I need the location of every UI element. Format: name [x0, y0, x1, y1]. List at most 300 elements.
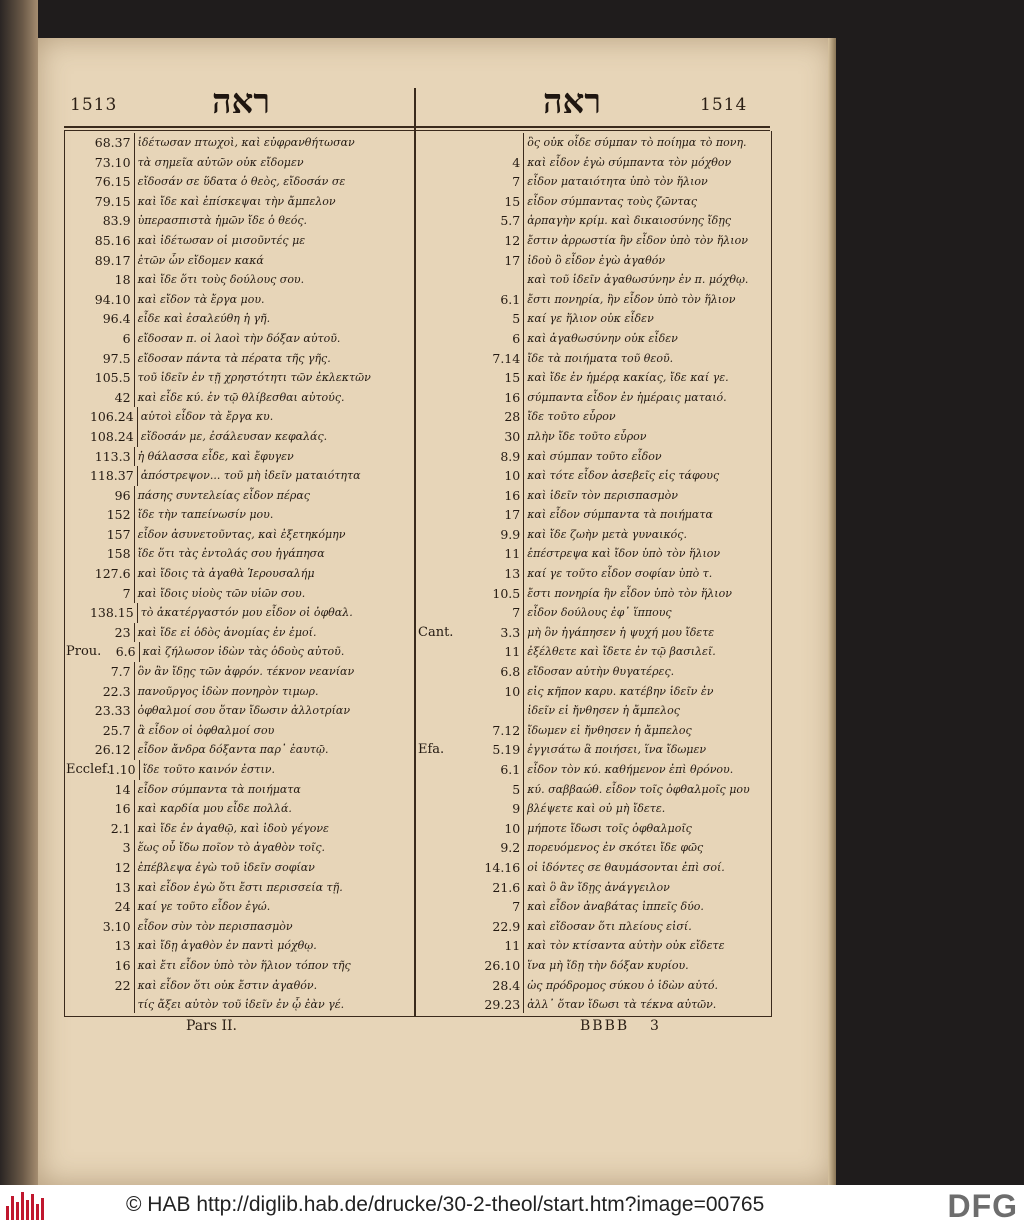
- greek-quotation: ἔστιν ἀρρωστία ἣν εἶδον ὑπὸ τὸν ἥλιον: [523, 231, 768, 251]
- verse-reference: 13: [114, 879, 131, 895]
- book-abbreviation: [66, 623, 90, 643]
- hab-logo-icon: [6, 1190, 58, 1220]
- greek-quotation: βλέψετε καὶ οὐ μὴ ἴδετε.: [523, 799, 768, 819]
- greek-quotation: ἐπέστρεψα καὶ ἴδον ὑπὸ τὸν ἥλιον: [523, 544, 768, 564]
- index-entry: [66, 525, 412, 545]
- book-abbreviation: [66, 368, 90, 388]
- book-abbreviation: [418, 349, 477, 369]
- greek-quotation: ἰδέτωσαν πτωχοὶ, καὶ εὐφρανθήτωσαν: [134, 133, 412, 153]
- greek-quotation: τὰ σημεῖα αὐτῶν οὐκ εἴδομεν: [134, 153, 412, 173]
- book-abbreviation: [66, 407, 90, 427]
- index-entry: [66, 407, 412, 427]
- book-abbreviation: [66, 290, 90, 310]
- greek-quotation: ἴδε τὰ ποιήματα τοῦ θεοῦ.: [523, 349, 768, 369]
- column-divider: [414, 88, 416, 1016]
- book-abbreviation: [418, 427, 477, 447]
- verse-reference: 5: [512, 311, 521, 327]
- index-entry: [418, 368, 768, 388]
- verse-reference: 127.6: [94, 566, 131, 582]
- book-abbreviation: [418, 564, 477, 584]
- verse-reference: 97.5: [102, 350, 131, 366]
- verse-reference: 6.6: [115, 644, 136, 660]
- index-entry: [66, 780, 412, 800]
- index-entry: [418, 211, 768, 231]
- index-entry: [66, 388, 412, 408]
- verse-reference: 28.4: [492, 977, 521, 993]
- greek-quotation: εἶδον σύμπαντα τὰ ποιήματα: [134, 780, 412, 800]
- verse-reference: 14: [114, 781, 131, 797]
- index-entry: [66, 564, 412, 584]
- book-abbreviation: [66, 799, 90, 819]
- verse-reference: 7: [512, 174, 521, 190]
- book-abbreviation: [66, 956, 90, 976]
- greek-quotation: ἡ θάλασσα εἶδε, καὶ ἔφυγεν: [134, 447, 412, 467]
- greek-quotation: καὶ ἴδε ἐν ἡμέρᾳ κακίας, ἴδε καί γε.: [523, 368, 768, 388]
- greek-quotation: καὶ ἴδῃ ἀγαθὸν ἐν παντὶ μόχθῳ.: [134, 936, 412, 956]
- index-entry: [66, 760, 412, 780]
- verse-reference: 10: [504, 468, 521, 484]
- verse-reference: 16: [504, 487, 521, 503]
- index-entry: [418, 192, 768, 212]
- verse-reference: 30: [504, 428, 521, 444]
- verse-reference: 7: [512, 899, 521, 915]
- book-abbreviation: [418, 838, 477, 858]
- verse-reference: 4: [512, 154, 521, 170]
- verse-reference: 85.16: [94, 232, 131, 248]
- verse-reference: [477, 701, 523, 721]
- verse-reference: 11: [504, 644, 521, 660]
- verse-reference: 6: [512, 330, 521, 346]
- verse-reference: 23: [114, 624, 131, 640]
- book-abbreviation: Ecclef.: [66, 762, 111, 777]
- book-abbreviation: [66, 721, 90, 741]
- book-abbreviation: [66, 878, 90, 898]
- right-index-column: [418, 133, 768, 1013]
- greek-quotation: εἶδον σὺν τὸν περισπασμὸν: [134, 917, 412, 937]
- book-abbreviation: [66, 427, 90, 447]
- index-entry: [418, 760, 768, 780]
- greek-quotation: ἴδε ὅτι τὰς ἐντολάς σου ἠγάπησα: [134, 544, 412, 564]
- verse-reference: 42: [114, 389, 131, 405]
- index-entry: [418, 466, 768, 486]
- copyright-link[interactable]: © HAB http://diglib.hab.de/drucke/30-2-theol/start.htm?image=00765: [126, 1193, 765, 1216]
- greek-quotation: πορευόμενος ἐν σκότει ἴδε φῶς: [523, 838, 768, 858]
- verse-reference: 113.3: [94, 448, 131, 464]
- credit-bar: [0, 1185, 1024, 1225]
- left-index-column: [66, 133, 412, 1013]
- verse-reference: [90, 995, 133, 1013]
- book-abbreviation: [418, 329, 477, 349]
- book-abbreviation: [66, 231, 90, 251]
- verse-reference: 10: [504, 683, 521, 699]
- book-abbreviation: [418, 505, 477, 525]
- index-entry: [66, 917, 412, 937]
- book-abbreviation: [418, 603, 477, 623]
- index-entry: [66, 740, 412, 760]
- index-entry: [66, 192, 412, 212]
- greek-quotation: εἶδον τὸν κύ. καθήμενον ἐπὶ θρόνου.: [523, 760, 768, 780]
- book-abbreviation: [66, 564, 90, 584]
- index-entry: [418, 917, 768, 937]
- greek-quotation: μὴ ὃν ἠγάπησεν ἡ ψυχή μου ἴδετε: [523, 623, 768, 643]
- verse-reference: 16: [114, 801, 131, 817]
- verse-reference: 3.3: [500, 624, 521, 640]
- verse-reference: 9: [512, 801, 521, 817]
- index-entry: [418, 584, 768, 604]
- greek-quotation: ἰδεῖν εἰ ἤνθησεν ἡ ἄμπελος: [523, 701, 768, 721]
- book-abbreviation: [418, 936, 477, 956]
- greek-quotation: ὀφθαλμοί σου ὅταν ἴδωσιν ἀλλοτρίαν: [134, 701, 412, 721]
- verse-reference: 96.4: [102, 311, 131, 327]
- verse-reference: 6.8: [500, 664, 521, 680]
- greek-quotation: καὶ ἴδε ζωὴν μετὰ γυναικός.: [523, 525, 768, 545]
- greek-quotation: αὐτοὶ εἶδον τὰ ἔργα κυ.: [137, 407, 412, 427]
- book-abbreviation: [418, 388, 477, 408]
- verse-reference: 11: [504, 938, 521, 954]
- header-rule: [64, 126, 770, 128]
- book-abbreviation: [66, 544, 90, 564]
- index-entry: [66, 251, 412, 271]
- index-entry: [418, 701, 768, 721]
- book-abbreviation: [418, 780, 477, 800]
- verse-reference: 23.33: [94, 703, 131, 719]
- greek-quotation: καὶ ἴδε ὅτι τοὺς δούλους σου.: [134, 270, 412, 290]
- book-abbreviation: [66, 329, 90, 349]
- greek-quotation: εἶδον ματαιότητα ὑπὸ τὸν ἥλιον: [523, 172, 768, 192]
- index-entry: [418, 642, 768, 662]
- footer-part-label: Pars II.: [186, 1018, 237, 1034]
- book-abbreviation: [418, 309, 477, 329]
- index-entry: [66, 584, 412, 604]
- index-entry: [418, 153, 768, 173]
- greek-quotation: ὡς πρόδρομος σύκου ὁ ἰδὼν αὐτό.: [523, 976, 768, 996]
- verse-reference: 17: [504, 252, 521, 268]
- index-entry: [66, 231, 412, 251]
- book-abbreviation: [66, 897, 90, 917]
- book-abbreviation: [66, 525, 90, 545]
- index-entry: [66, 682, 412, 702]
- greek-quotation: καὶ ἴδοις τὰ ἀγαθὰ Ἱερουσαλήμ: [134, 564, 412, 584]
- verse-reference: 96: [114, 487, 131, 503]
- greek-quotation: καὶ καρδία μου εἶδε πολλά.: [134, 799, 412, 819]
- verse-reference: 7.12: [492, 722, 521, 738]
- index-entry: [418, 270, 768, 290]
- index-entry: [66, 897, 412, 917]
- verse-reference: 15: [504, 370, 521, 386]
- dfg-logo: DFG: [947, 1188, 1018, 1224]
- index-entry: [418, 447, 768, 467]
- book-abbreviation: [66, 819, 90, 839]
- book-abbreviation: [418, 819, 477, 839]
- book-abbreviation: [418, 760, 477, 780]
- book-abbreviation: [66, 584, 90, 604]
- index-entry: [418, 564, 768, 584]
- verse-reference: 157: [106, 526, 131, 542]
- verse-reference: 89.17: [94, 252, 131, 268]
- book-abbreviation: [418, 878, 477, 898]
- book-abbreviation: [66, 388, 90, 408]
- verse-reference: 5.19: [492, 742, 521, 758]
- book-abbreviation: [66, 133, 90, 153]
- verse-reference: 68.37: [94, 135, 131, 150]
- index-entry: [418, 309, 768, 329]
- verse-reference: 21.6: [492, 879, 521, 895]
- greek-quotation: ἴδε τὴν ταπείνωσίν μου.: [134, 505, 412, 525]
- book-abbreviation: [66, 780, 90, 800]
- greek-quotation: εἴδοσαν αὐτὴν θυγατέρες.: [523, 662, 768, 682]
- greek-quotation: καὶ ἰδέτωσαν οἱ μισοῦντές με: [134, 231, 412, 251]
- index-entry: [66, 603, 412, 623]
- index-entry: [418, 897, 768, 917]
- book-abbreviation: [66, 172, 90, 192]
- index-entry: [66, 466, 412, 486]
- greek-quotation: εἶδον σύμπαντας τοὺς ζῶντας: [523, 192, 768, 212]
- book-abbreviation: [418, 897, 477, 917]
- verse-reference: 7.7: [110, 664, 131, 680]
- index-entry: [66, 662, 412, 682]
- greek-quotation: ἴδε τοῦτο καινόν ἐστιν.: [139, 760, 412, 780]
- verse-reference: 25.7: [102, 722, 131, 738]
- verse-reference: 3: [122, 840, 131, 856]
- index-entry: [66, 211, 412, 231]
- verse-reference: [477, 133, 523, 153]
- index-entry: [66, 976, 412, 996]
- index-entry: [418, 329, 768, 349]
- book-abbreviation: [66, 995, 90, 1013]
- book-abbreviation: [418, 407, 477, 427]
- index-entry: [66, 956, 412, 976]
- book-abbreviation: [418, 525, 477, 545]
- verse-reference: 79.15: [94, 193, 131, 209]
- book-abbreviation: [66, 701, 90, 721]
- verse-reference: 152: [106, 507, 131, 523]
- greek-quotation: πάσης συντελείας εἶδον πέρας: [134, 486, 412, 506]
- greek-quotation: καὶ ἴδε ἐν ἀγαθῷ, καὶ ἰδοὺ γέγονε: [134, 819, 412, 839]
- greek-quotation: καὶ ἴδε εἰ ὁδὸς ἀνομίας ἐν ἐμοί.: [134, 623, 412, 643]
- book-abbreviation: [66, 505, 90, 525]
- verse-reference: 8.9: [500, 448, 521, 464]
- left-page-number: 1513: [70, 95, 118, 115]
- verse-reference: 83.9: [102, 213, 131, 229]
- index-entry: [418, 349, 768, 369]
- verse-reference: 5: [512, 781, 521, 797]
- book-abbreviation: [418, 368, 477, 388]
- index-entry: [66, 427, 412, 447]
- book-abbreviation: [418, 251, 477, 271]
- book-abbreviation: [66, 466, 90, 486]
- book-abbreviation: [418, 976, 477, 996]
- index-entry: [418, 231, 768, 251]
- verse-reference: 6.1: [500, 762, 521, 777]
- index-entry: [66, 133, 412, 153]
- verse-reference: 16: [504, 389, 521, 405]
- index-entry: [66, 486, 412, 506]
- index-entry: [418, 936, 768, 956]
- index-entry: [66, 153, 412, 173]
- greek-quotation: καὶ εἴδοσαν ὅτι πλείους εἰσί.: [523, 917, 768, 937]
- greek-quotation: οἱ ἰδόντες σε θαυμάσονται ἐπὶ σοί.: [523, 858, 768, 878]
- index-entry: [418, 623, 768, 643]
- greek-quotation: ἀπόστρεψον... τοῦ μὴ ἰδεῖν ματαιότητα: [137, 466, 412, 486]
- greek-quotation: καὶ ἀγαθωσύνην οὐκ εἶδεν: [523, 329, 768, 349]
- book-abbreviation: [418, 133, 477, 153]
- greek-quotation: εἶδε καὶ ἐσαλεύθη ἡ γῆ.: [134, 309, 412, 329]
- footer-signature: BBBB: [580, 1018, 630, 1034]
- book-abbreviation: [418, 682, 477, 702]
- greek-quotation: ὃν ἂν ἴδῃς τῶν ἀφρόν. τέκνον νεανίαν: [134, 662, 412, 682]
- verse-reference: 108.24: [89, 428, 134, 444]
- index-entry: [66, 721, 412, 741]
- greek-quotation: ἵνα μὴ ἴδῃ τὴν δόξαν κυρίου.: [523, 956, 768, 976]
- greek-quotation: ἔστι πονηρία, ἣν εἶδον ὑπὸ τὸν ἥλιον: [523, 290, 768, 310]
- greek-quotation: καὶ εἴδον τὰ ἔργα μου.: [134, 290, 412, 310]
- greek-quotation: καὶ ζήλωσον ἰδὼν τὰς ὁδοὺς αὐτοῦ.: [139, 642, 412, 662]
- greek-quotation: τὸ ἀκατέργαστόν μου εἶδον οἱ ὀφθαλ.: [137, 603, 412, 623]
- verse-reference: 22.3: [102, 683, 131, 699]
- book-abbreviation: [66, 153, 90, 173]
- index-entry: [418, 838, 768, 858]
- greek-quotation: εἴδοσάν σε ὕδατα ὁ θεὸς, εἴδοσάν σε: [134, 172, 412, 192]
- greek-quotation: πανοῦργος ἰδὼν πονηρὸν τιμωρ.: [134, 682, 412, 702]
- index-entry: [418, 486, 768, 506]
- greek-quotation: ἀλλ᾽ ὅταν ἴδωσι τὰ τέκνα αὐτῶν.: [523, 995, 768, 1013]
- index-entry: [418, 740, 768, 760]
- greek-quotation: ἴδε τοῦτο εὗρον: [523, 407, 768, 427]
- index-entry: [66, 642, 412, 662]
- greek-quotation: καί γε ἥλιον οὐκ εἶδεν: [523, 309, 768, 329]
- book-abbreviation: [66, 251, 90, 271]
- index-entry: [418, 505, 768, 525]
- book-abbreviation: [418, 172, 477, 192]
- greek-quotation: μήποτε ἴδωσι τοῖς ὀφθαλμοῖς: [523, 819, 768, 839]
- greek-quotation: καὶ εἶδον ἀναβάτας ἱππεῖς δύο.: [523, 897, 768, 917]
- book-spine-background: [0, 0, 38, 1185]
- index-entry: [66, 995, 412, 1013]
- book-abbreviation: [418, 858, 477, 878]
- verse-reference: 10: [504, 820, 521, 836]
- index-entry: [418, 819, 768, 839]
- verse-reference: 158: [106, 546, 131, 562]
- book-abbreviation: [418, 466, 477, 486]
- book-abbreviation: [418, 799, 477, 819]
- index-entry: [66, 290, 412, 310]
- left-running-title: ראה: [212, 82, 271, 122]
- greek-quotation: καὶ ἰδεῖν τὸν περισπασμὸν: [523, 486, 768, 506]
- book-abbreviation: [418, 721, 477, 741]
- verse-reference: 76.15: [94, 174, 131, 190]
- book-abbreviation: [418, 701, 477, 721]
- index-entry: [66, 858, 412, 878]
- book-abbreviation: [66, 309, 90, 329]
- verse-reference: 12: [504, 232, 521, 248]
- greek-quotation: ἴδωμεν εἰ ἤνθησεν ἡ ἄμπελος: [523, 721, 768, 741]
- book-abbreviation: [418, 486, 477, 506]
- verse-reference: 94.10: [94, 291, 131, 307]
- index-entry: [418, 388, 768, 408]
- verse-reference: 6.1: [500, 291, 521, 307]
- greek-quotation: ὃς οὐκ οἶδε σύμπαν τὸ ποίημα τὸ πονη.: [523, 133, 768, 153]
- verse-reference: 9.2: [500, 840, 521, 856]
- book-abbreviation: [418, 192, 477, 212]
- book-abbreviation: [66, 270, 90, 290]
- book-abbreviation: [418, 956, 477, 976]
- index-entry: [418, 662, 768, 682]
- greek-quotation: εἴδοσαν π. οἱ λαοὶ τὴν δόξαν αὐτοῦ.: [134, 329, 412, 349]
- verse-reference: 14.16: [484, 859, 521, 875]
- book-abbreviation: Prou.: [66, 644, 102, 660]
- verse-reference: 138.15: [89, 605, 134, 621]
- index-entry: [418, 721, 768, 741]
- book-abbreviation: [418, 447, 477, 467]
- verse-reference: 22: [114, 977, 131, 993]
- greek-quotation: ἐπέβλεψα ἐγὼ τοῦ ἰδεῖν σοφίαν: [134, 858, 412, 878]
- index-entry: [66, 505, 412, 525]
- index-entry: [66, 270, 412, 290]
- book-abbreviation: Efa.: [418, 742, 445, 758]
- index-entry: [66, 447, 412, 467]
- greek-quotation: ὑπερασπιστὰ ἡμῶν ἴδε ὁ θεός.: [134, 211, 412, 231]
- greek-quotation: καὶ τὸν κτίσαντα αὐτὴν οὐκ εἴδετε: [523, 936, 768, 956]
- index-entry: [66, 819, 412, 839]
- greek-quotation: ἁρπαγὴν κρίμ. καὶ δικαιοσύνης ἴδῃς: [523, 211, 768, 231]
- footer-signature-number: 3: [650, 1018, 659, 1034]
- greek-quotation: καὶ ἔτι εἶδον ὑπὸ τὸν ἥλιον τόπον τῆς: [134, 956, 412, 976]
- greek-quotation: καὶ ἴδοις υἱοὺς τῶν υἱῶν σου.: [134, 584, 412, 604]
- index-entry: [66, 838, 412, 858]
- book-abbreviation: [66, 192, 90, 212]
- index-entry: [66, 329, 412, 349]
- greek-quotation: καὶ εἶδε κύ. ἐν τῷ θλίβεσθαι αὐτούς.: [134, 388, 412, 408]
- greek-quotation: σύμπαντα εἶδον ἐν ἡμέραις ματαιό.: [523, 388, 768, 408]
- greek-quotation: καί γε τοῦτο εἶδον ἐγώ.: [134, 897, 412, 917]
- verse-reference: 12: [114, 859, 131, 875]
- greek-quotation: εἶδον ἀσυνετοῦντας, καὶ ἐξετηκόμην: [134, 525, 412, 545]
- greek-quotation: καὶ εἶδον ὅτι οὐκ ἔστιν ἀγαθόν.: [134, 976, 412, 996]
- index-entry: [418, 427, 768, 447]
- verse-reference: 118.37: [89, 468, 134, 484]
- index-entry: [66, 349, 412, 369]
- verse-reference: 105.5: [94, 370, 131, 386]
- book-abbreviation: [66, 740, 90, 760]
- book-abbreviation: [418, 584, 477, 604]
- index-entry: [418, 780, 768, 800]
- greek-quotation: καὶ εἶδον σύμπαντα τὰ ποιήματα: [523, 505, 768, 525]
- book-abbreviation: [66, 838, 90, 858]
- book-abbreviation: [66, 211, 90, 231]
- page-edge: [828, 38, 836, 1185]
- index-entry: [66, 368, 412, 388]
- verse-reference: 26.10: [484, 957, 521, 973]
- verse-reference: 16: [114, 957, 131, 973]
- greek-quotation: ἃ εἶδον οἱ ὀφθαλμοί σου: [134, 721, 412, 741]
- index-entry: [418, 251, 768, 271]
- book-abbreviation: [418, 153, 477, 173]
- index-entry: [66, 172, 412, 192]
- index-entry: [66, 544, 412, 564]
- index-entry: [418, 956, 768, 976]
- verse-reference: 7: [122, 585, 131, 601]
- greek-quotation: καὶ τότε εἶδον ἀσεβεῖς εἰς τάφους: [523, 466, 768, 486]
- greek-quotation: ἐγγισάτω ἃ ποιήσει, ἵνα ἴδωμεν: [523, 740, 768, 760]
- index-entry: [418, 799, 768, 819]
- greek-quotation: κύ. σαββαώθ. εἶδον τοῖς ὀφθαλμοῖς μου: [523, 780, 768, 800]
- verse-reference: 5.7: [500, 213, 521, 229]
- greek-quotation: τοῦ ἰδεῖν ἐν τῇ χρηστότητι τῶν ἐκλεκτῶν: [134, 368, 412, 388]
- book-abbreviation: [418, 662, 477, 682]
- index-entry: [418, 878, 768, 898]
- greek-quotation: καὶ εἶδον ἐγὼ ὅτι ἔστι περισσεία τῇ.: [134, 878, 412, 898]
- book-abbreviation: Cant.: [418, 624, 454, 640]
